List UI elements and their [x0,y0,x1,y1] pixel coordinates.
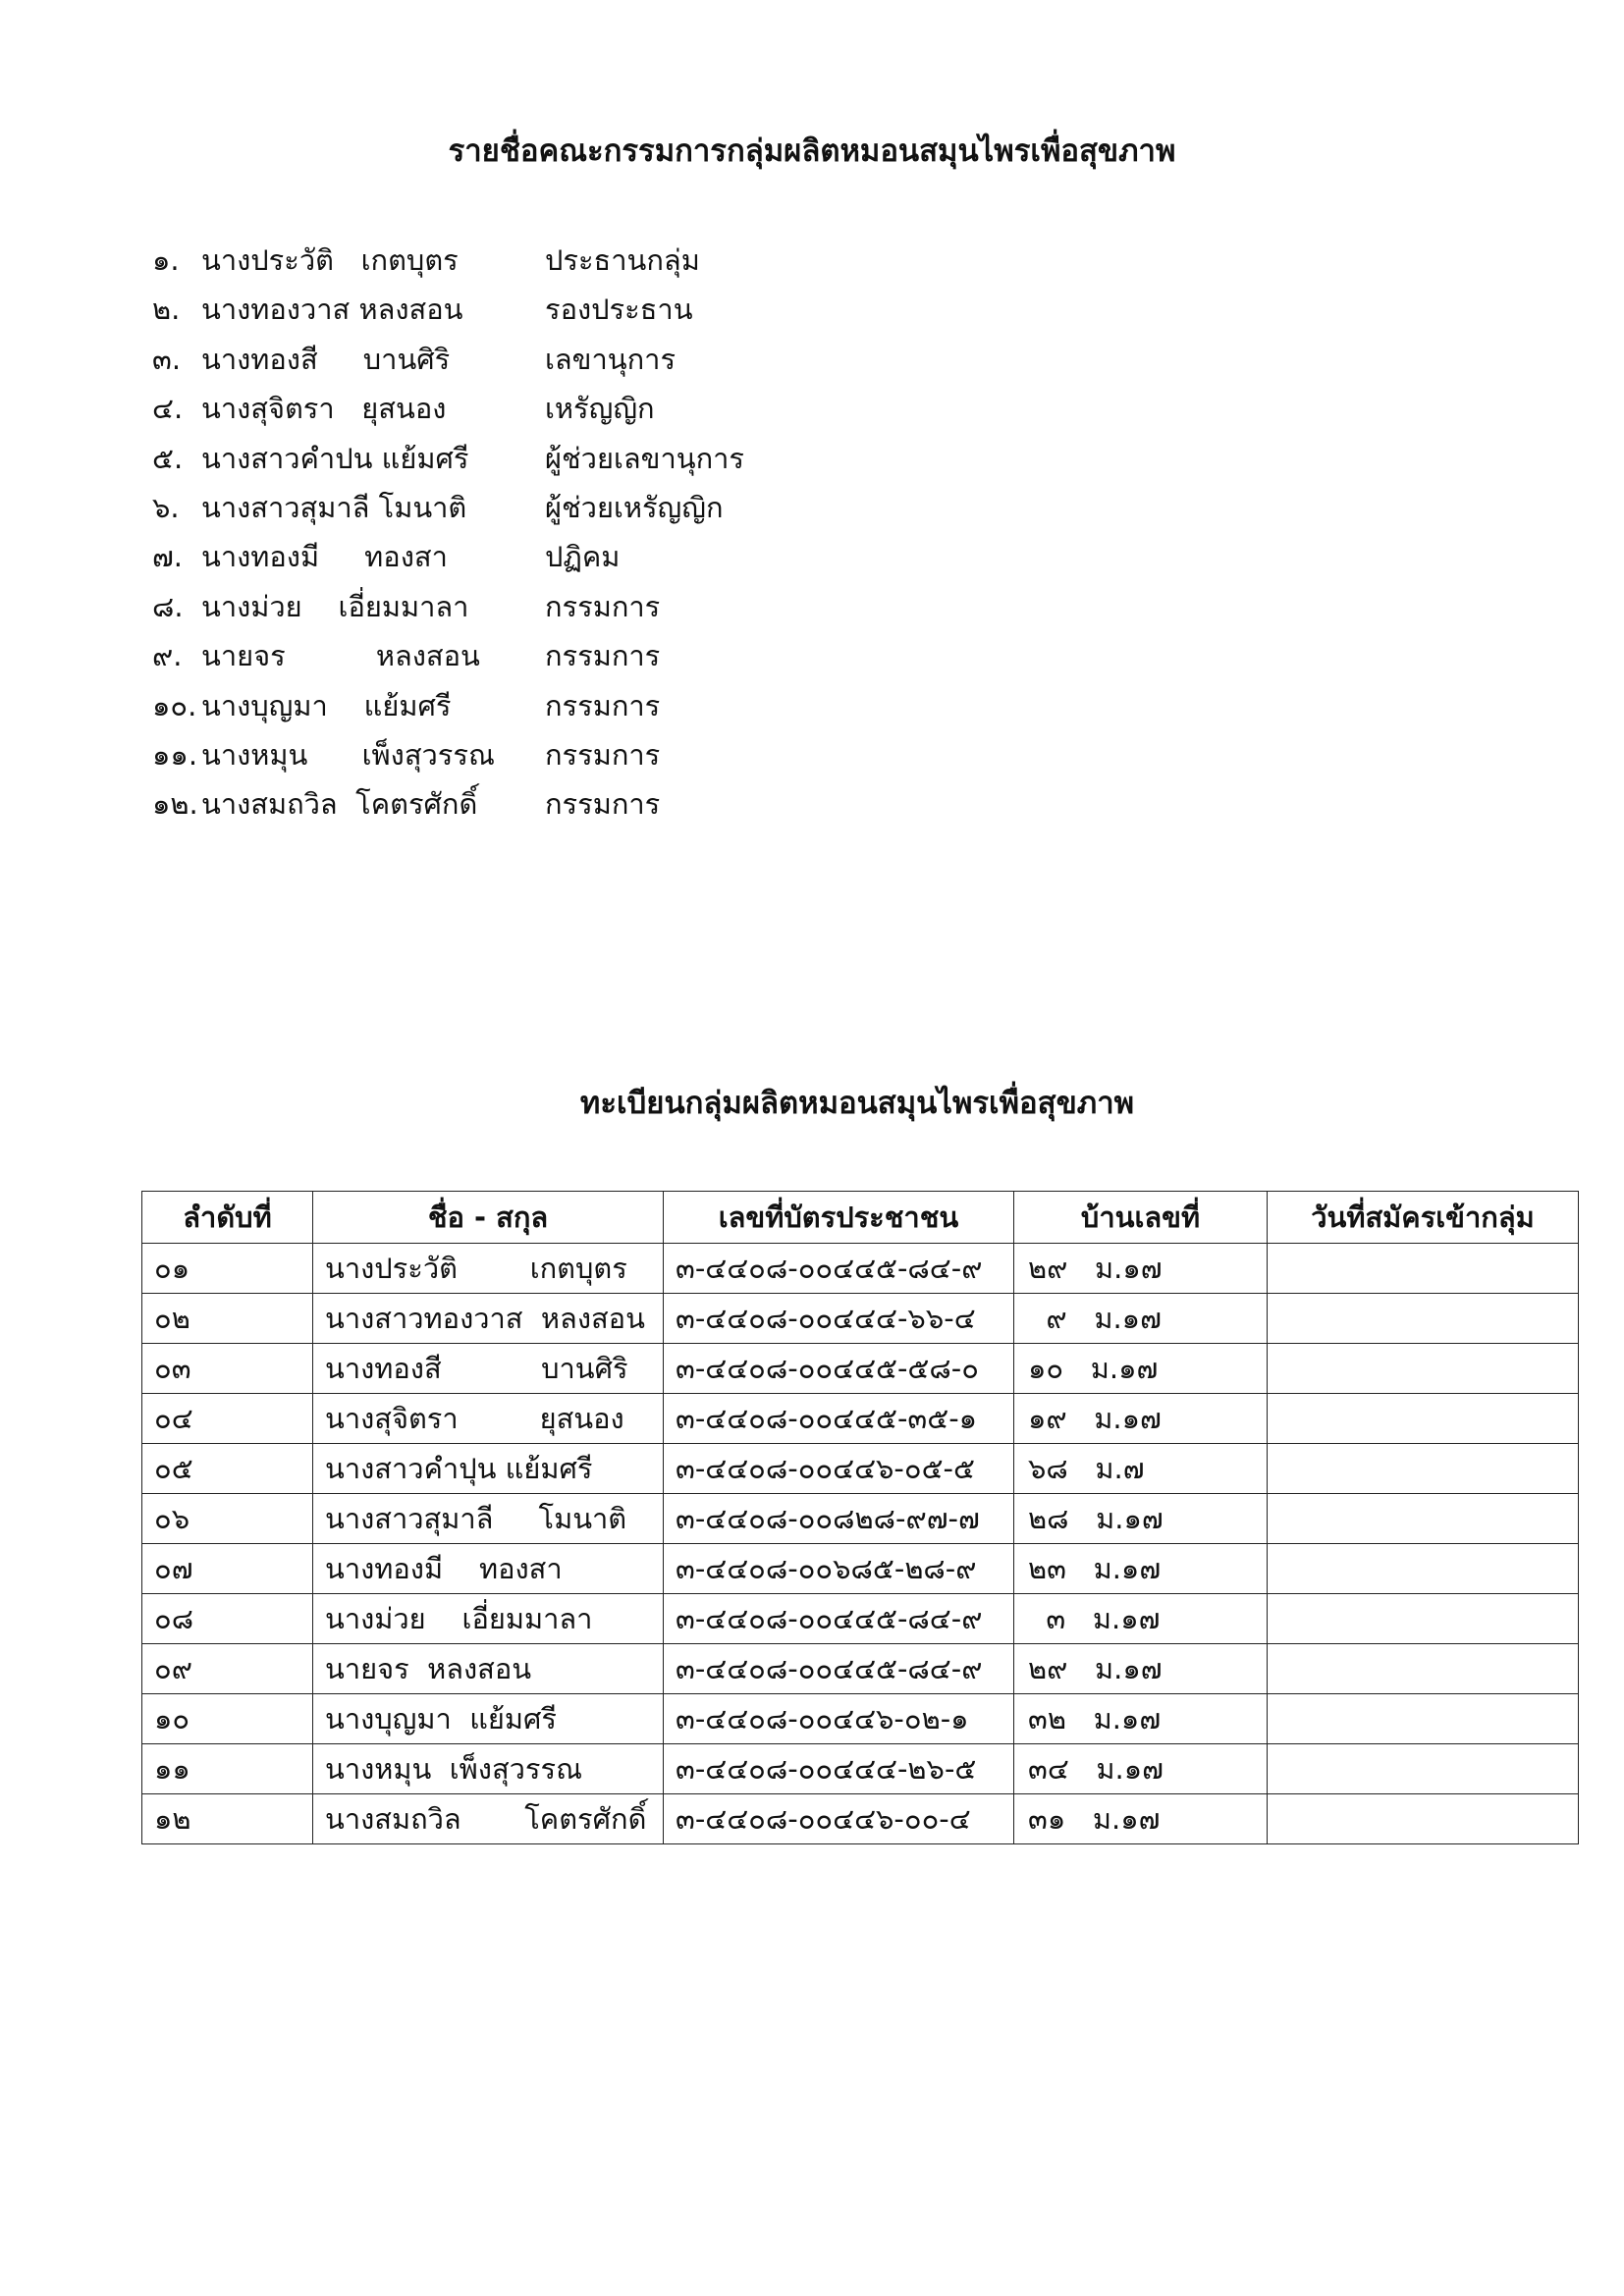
member-name: นางสมถวิล โคตรศักดิ์ [201,787,478,822]
member-number: ๑๐. [152,688,197,722]
table-row [142,1794,1579,1844]
cell-join-date [1268,1344,1579,1394]
member-name: นางสาวสุมาลี โมนาติ [201,490,467,524]
cell-house-number: ๑๙ ม.๑๗ [1014,1394,1268,1444]
cell-name: นางทองสี บานศิริ [313,1344,664,1394]
table-row [142,1744,1579,1794]
cell-id-card: ๓-๔๔๐๘-๐๐๘๒๘-๙๗-๗ [664,1494,1014,1544]
cell-order: ๐๓ [142,1344,313,1394]
cell-id-card: ๓-๔๔๐๘-๐๐๔๔๕-๘๔-๙ [664,1244,1014,1294]
member-role: ผู้ช่วยเลขานุการ [545,441,744,475]
member-name: นางสุจิตรา ยุสนอง [201,392,447,426]
cell-id-card: ๓-๔๔๐๘-๐๐๔๔๕-๘๔-๙ [664,1594,1014,1644]
table-row [142,1494,1579,1544]
cell-join-date [1268,1394,1579,1444]
cell-order: ๐๒ [142,1294,313,1344]
cell-name: นางสาวทองวาส หลงสอน [313,1294,664,1344]
cell-name: นายจร หลงสอน [313,1644,664,1694]
member-role: กรรมการ [545,639,661,673]
table-row [142,1594,1579,1644]
cell-order: ๐๗ [142,1544,313,1594]
table-row [142,1644,1579,1694]
cell-join-date [1268,1694,1579,1744]
member-role: กรรมการ [545,589,661,623]
header-join-date: วันที่สมัครเข้ากลุ่ม [1268,1192,1579,1244]
header-order: ลำดับที่ [142,1192,313,1244]
cell-name: นางสาวสุมาลี โมนาติ [313,1494,664,1544]
cell-id-card: ๓-๔๔๐๘-๐๐๔๔๕-๕๘-๐ [664,1344,1014,1394]
member-number: ๒. [152,293,181,327]
member-number: ๘. [152,589,184,623]
member-number: ๔. [152,392,184,426]
cell-house-number: ๓ ม.๑๗ [1014,1594,1268,1644]
table-row [142,1444,1579,1494]
cell-join-date [1268,1594,1579,1644]
member-number: ๓. [152,342,182,376]
cell-name: นางหมุน เพ็งสุวรรณ [313,1744,664,1794]
member-role: รองประธาน [545,293,693,327]
cell-house-number: ๒๙ ม.๑๗ [1014,1644,1268,1694]
cell-order: ๐๕ [142,1444,313,1494]
cell-house-number: ๒๘ ม.๑๗ [1014,1494,1268,1544]
table-row [142,1294,1579,1344]
register-table [141,1191,1579,1844]
table-row [142,1544,1579,1594]
member-name: นางม่วย เอี่ยมมาลา [201,589,469,623]
header-id-card: เลขที่บัตรประชาชน [664,1192,1014,1244]
member-number: ๖. [152,490,180,524]
member-role: กรรมการ [545,787,661,822]
member-number: ๙. [152,639,183,673]
member-role: ปฏิคม [545,540,621,574]
member-name: นางทองมี ทองสา [201,540,448,574]
member-number: ๕. [152,441,184,475]
cell-order: ๐๘ [142,1594,313,1644]
cell-house-number: ๖๘ ม.๗ [1014,1444,1268,1494]
cell-order: ๑๐ [142,1694,313,1744]
cell-id-card: ๓-๔๔๐๘-๐๐๔๔๔-๒๖-๕ [664,1744,1014,1794]
table-row [142,1344,1579,1394]
table-row [142,1244,1579,1294]
member-name: นางสาวคำปน แย้มศรี [201,441,469,475]
cell-name: นางสาวคำปุน แย้มศรี [313,1444,664,1494]
cell-id-card: ๓-๔๔๐๘-๐๐๖๘๕-๒๘-๙ [664,1544,1014,1594]
member-name: นางทองสี บานศิริ [201,342,451,376]
member-name: นางประวัติ เกตบุตร [201,243,459,277]
member-name: นายจร หลงสอน [201,639,480,673]
table-row [142,1694,1579,1744]
cell-house-number: ๒๓ ม.๑๗ [1014,1544,1268,1594]
committee-title: รายชื่อคณะกรรมการกลุ่มผลิตหมอนสมุนไพรเพื่อสุขภาพ [448,133,1176,169]
cell-house-number: ๓๑ ม.๑๗ [1014,1794,1268,1844]
cell-house-number: ๙ ม.๑๗ [1014,1294,1268,1344]
cell-name: นางบุญมา แย้มศรี [313,1694,664,1744]
member-name: นางทองวาส หลงสอน [201,293,463,327]
cell-order: ๐๔ [142,1394,313,1444]
cell-house-number: ๓๒ ม.๑๗ [1014,1694,1268,1744]
member-number: ๑๑. [152,737,198,772]
member-role: เลขานุการ [545,342,677,376]
member-name: นางบุญมา แย้มศรี [201,688,452,722]
member-number: ๗. [152,540,184,574]
cell-order: ๑๒ [142,1794,313,1844]
member-role: เหรัญญิก [545,392,655,426]
cell-join-date [1268,1244,1579,1294]
cell-order: ๐๑ [142,1244,313,1294]
cell-join-date [1268,1794,1579,1844]
cell-name: นางสุจิตรา ยุสนอง [313,1394,664,1444]
cell-id-card: ๓-๔๔๐๘-๐๐๔๔๕-๓๕-๑ [664,1394,1014,1444]
cell-name: นางม่วย เอี่ยมมาลา [313,1594,664,1644]
cell-join-date [1268,1644,1579,1694]
cell-join-date [1268,1444,1579,1494]
header-name: ชื่อ - สกุล [313,1192,664,1244]
cell-house-number: ๓๔ ม.๑๗ [1014,1744,1268,1794]
cell-id-card: ๓-๔๔๐๘-๐๐๔๔๖-๐๐-๔ [664,1794,1014,1844]
table-row [142,1394,1579,1444]
cell-id-card: ๓-๔๔๐๘-๐๐๔๔๖-๐๒-๑ [664,1694,1014,1744]
cell-join-date [1268,1544,1579,1594]
cell-id-card: ๓-๔๔๐๘-๐๐๔๔๔-๖๖-๔ [664,1294,1014,1344]
header-house-number: บ้านเลขที่ [1014,1192,1268,1244]
member-name: นางหมุน เพ็งสุวรรณ [201,737,495,772]
cell-order: ๑๑ [142,1744,313,1794]
cell-order: ๐๖ [142,1494,313,1544]
cell-join-date [1268,1494,1579,1544]
cell-name: นางประวัติ เกตบุตร [313,1244,664,1294]
member-role: กรรมการ [545,688,661,722]
cell-house-number: ๒๙ ม.๑๗ [1014,1244,1268,1294]
cell-name: นางสมถวิล โคตรศักดิ์ [313,1794,664,1844]
register-title: ทะเบียนกลุ่มผลิตหมอนสมุนไพรเพื่อสุขภาพ [579,1086,1135,1121]
member-role: ประธานกลุ่ม [545,243,700,277]
member-role: กรรมการ [545,737,661,772]
cell-house-number: ๑๐ ม.๑๗ [1014,1344,1268,1394]
cell-id-card: ๓-๔๔๐๘-๐๐๔๔๖-๐๕-๕ [664,1444,1014,1494]
cell-name: นางทองมี ทองสา [313,1544,664,1594]
member-number: ๑๒. [152,787,198,822]
cell-join-date [1268,1744,1579,1794]
cell-id-card: ๓-๔๔๐๘-๐๐๔๔๕-๘๔-๙ [664,1644,1014,1694]
cell-join-date [1268,1294,1579,1344]
table-header-row [142,1192,1579,1244]
member-number: ๑. [152,243,180,277]
cell-order: ๐๙ [142,1644,313,1694]
member-role: ผู้ช่วยเหรัญญิก [545,490,724,524]
